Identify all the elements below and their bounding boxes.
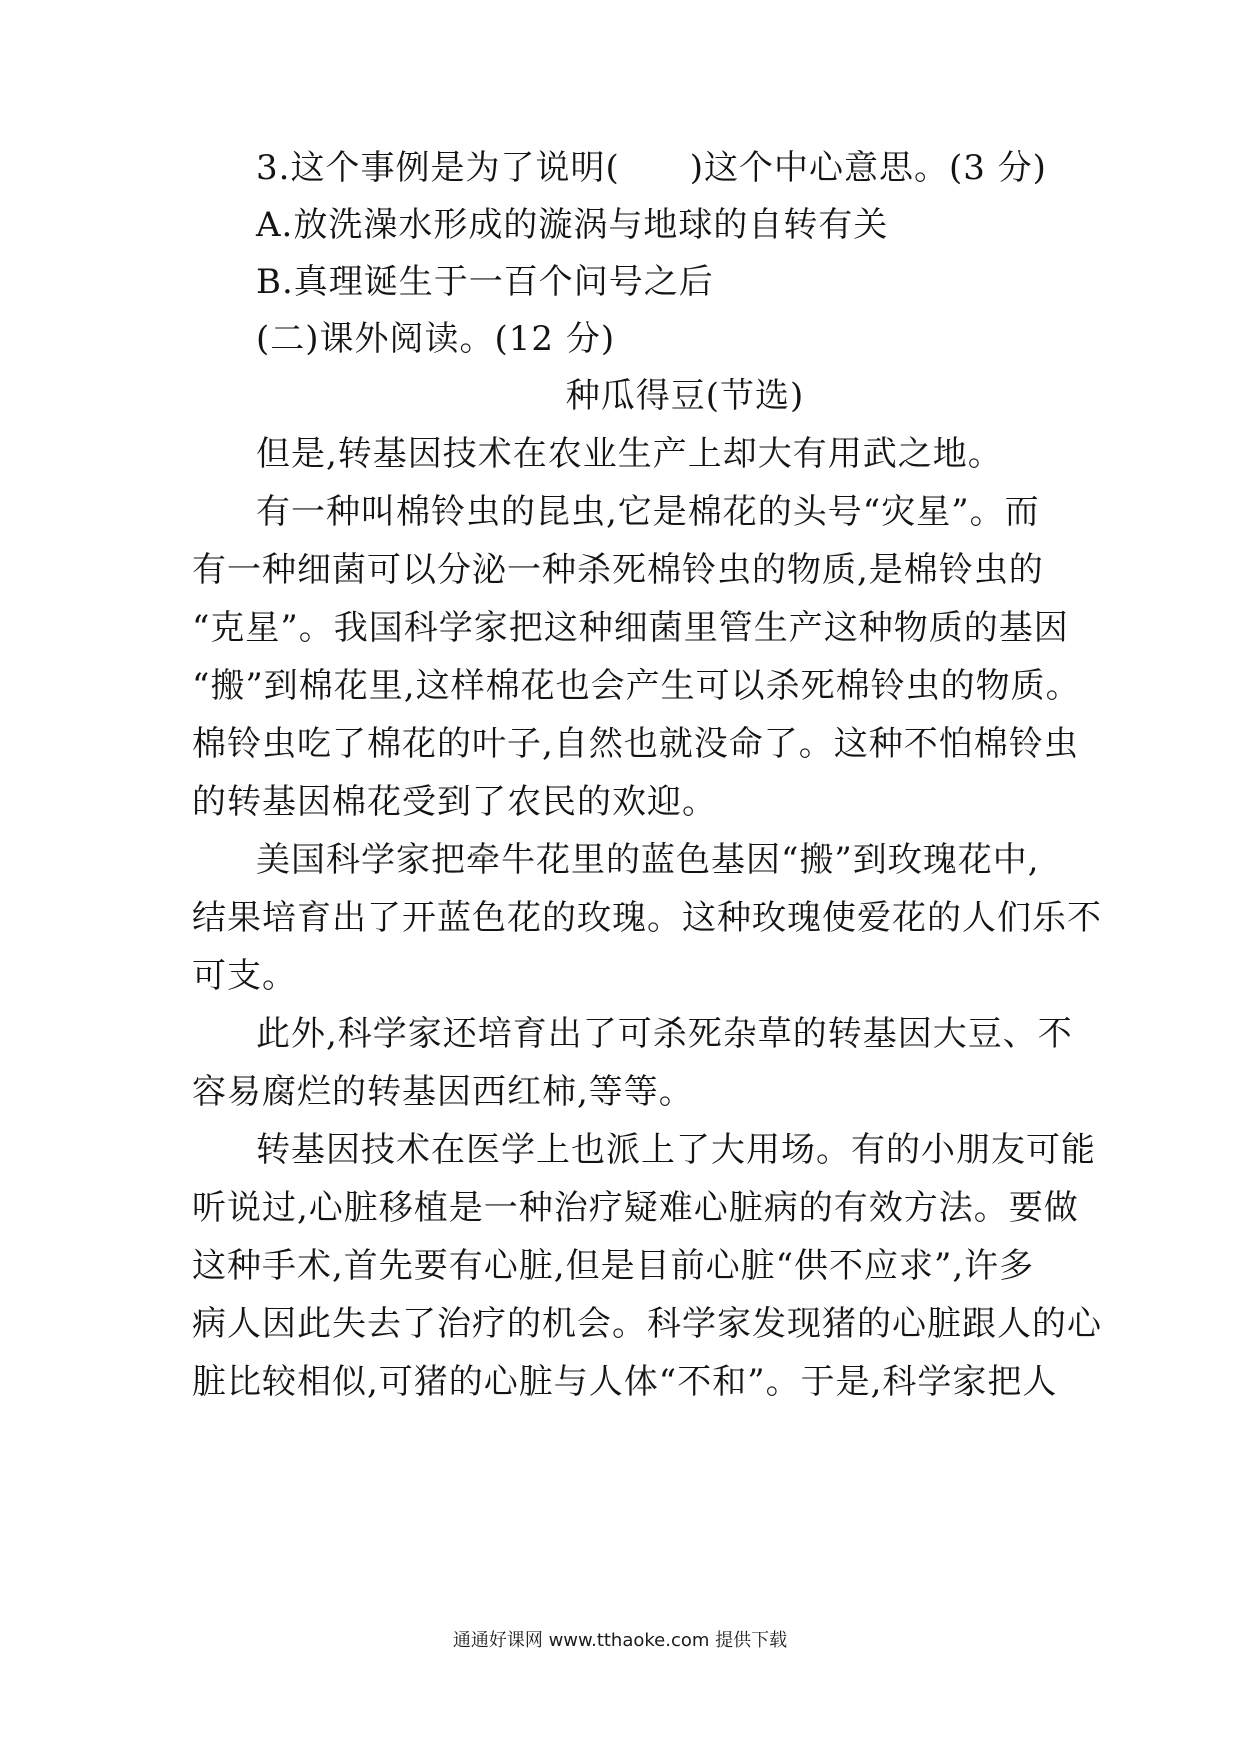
section-heading: (二)课外阅读。(12 分) (256, 319, 616, 359)
footer-watermark: 通通好课网 www.tthaoke.com 提供下载 (452, 1630, 788, 1651)
passage-line: 结果培育出了开蓝色花的玫瑰。这种玫瑰使爱花的人们乐不 (192, 898, 1102, 938)
passage-line: 的转基因棉花受到了农民的欢迎。 (192, 782, 717, 822)
passage-title: 种瓜得豆(节选) (565, 376, 805, 416)
passage-line: 转基因技术在医学上也派上了大用场。有的小朋友可能 (256, 1130, 1096, 1170)
passage-line: 这种手术,首先要有心脏,但是目前心脏“供不应求”,许多 (192, 1246, 1035, 1286)
passage-line: 但是,转基因技术在农业生产上却大有用武之地。 (256, 434, 1003, 474)
passage-line: 病人因此失去了治疗的机会。科学家发现猪的心脏跟人的心 (192, 1304, 1102, 1344)
option-b: B.真理诞生于一百个问号之后 (256, 262, 714, 302)
passage-line: 此外,科学家还培育出了可杀死杂草的转基因大豆、不 (256, 1014, 1073, 1054)
passage-line: 脏比较相似,可猪的心脏与人体“不和”。于是,科学家把人 (192, 1362, 1058, 1402)
passage-line: “搬”到棉花里,这样棉花也会产生可以杀死棉铃虫的物质。 (192, 666, 1081, 706)
question-stem: 3.这个事例是为了说明( )这个中心意思。(3 分) (256, 148, 1047, 188)
passage-line: 美国科学家把牵牛花里的蓝色基因“搬”到玫瑰花中, (256, 840, 1040, 880)
passage-line: 棉铃虫吃了棉花的叶子,自然也就没命了。这种不怕棉铃虫 (192, 724, 1079, 764)
option-a: A.放洗澡水形成的漩涡与地球的自转有关 (256, 205, 889, 245)
passage-line: 容易腐烂的转基因西红柿,等等。 (192, 1072, 694, 1112)
passage-line: 听说过,心脏移植是一种治疗疑难心脏病的有效方法。要做 (192, 1188, 1079, 1228)
passage-line: 有一种叫棉铃虫的昆虫,它是棉花的头号“灾星”。而 (256, 492, 1040, 532)
passage-line: 可支。 (192, 956, 297, 996)
passage-line: “克星”。我国科学家把这种细菌里管生产这种物质的基因 (192, 608, 1069, 648)
passage-line: 有一种细菌可以分泌一种杀死棉铃虫的物质,是棉铃虫的 (192, 550, 1044, 590)
